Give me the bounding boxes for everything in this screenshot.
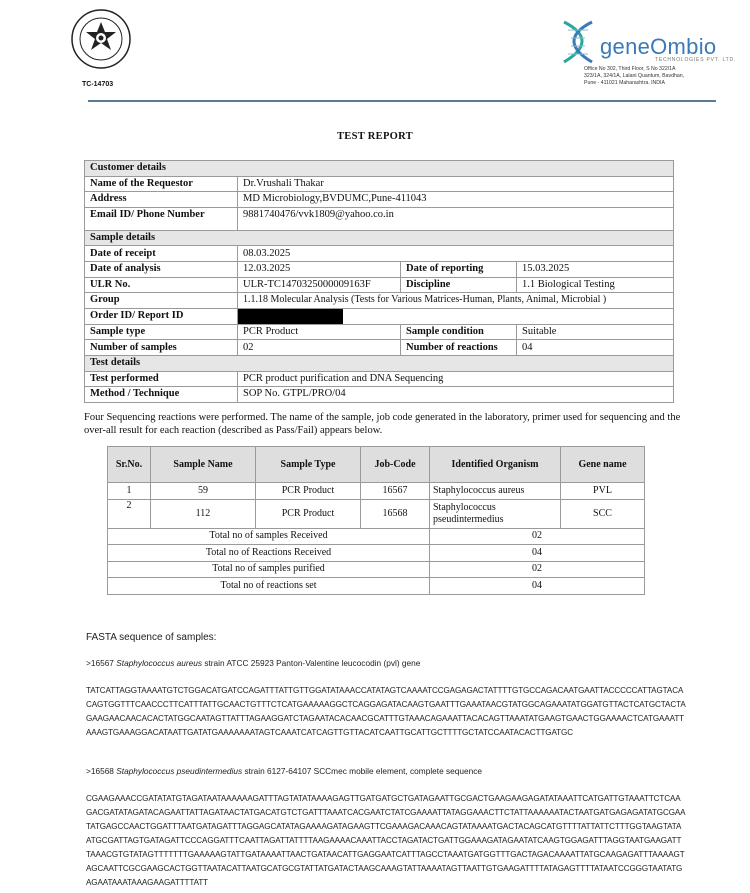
fasta-entry-header [86, 658, 420, 668]
column-header: Sample Name [151, 447, 256, 483]
column-header: Identified Organism [430, 447, 561, 483]
section-label: Customer details [85, 161, 674, 177]
accreditation-code: TC-14703 [82, 81, 114, 88]
table-row [85, 387, 674, 403]
cell: Staphylococcus pseudintermedius [430, 499, 561, 528]
column-header: Gene name [561, 447, 645, 483]
total-label: Total no of Reactions Received [108, 545, 430, 562]
fasta-heading: FASTA sequence of samples: [86, 632, 217, 643]
group-value: 1.1.18 Molecular Analysis (Tests for Various Matrices-Human, Plants, Animal, Microbial ) [238, 293, 674, 309]
table-row [108, 499, 645, 528]
table-row [85, 340, 674, 356]
table-row [85, 192, 674, 208]
analysis-date: 12.03.2025 [238, 261, 401, 277]
redaction-box [238, 309, 344, 324]
cell: 112 [151, 499, 256, 528]
totals-row [108, 561, 645, 578]
brand-tagline: TECHNOLOGIES PVT. LTD. [655, 57, 737, 63]
column-header: Sr.No. [108, 447, 151, 483]
cell: PCR Product [256, 483, 361, 500]
reaction-count-value: 04 [517, 340, 674, 356]
test-performed-value: PCR product purification and DNA Sequencing [238, 371, 674, 387]
fasta-entry-header [86, 766, 482, 776]
table-row [108, 483, 645, 500]
field-label: Discipline [401, 277, 517, 293]
fasta-sequence: CGAAGAAACCGATATATGTAGATAATAAAAAAGATTTAGTATATAAAAGAGTTGATGATGCTGATAGAATTGCGACTGAAGAAGAGATATAAATTCATGATTGTAAATTCTCAAGACGATATAGATACAGAATTATTAGATAACTATGACATGTCTGATTTAAATCACGAATCTATCGAAAATTATAGGAAACTTCTATTAAAAAATACTAATGATGAGAGATATGCGAATATGAGCCAACTGGATTTAATGATAGATTTAGGAGCATATAGAAAAGATAGAAGTTCGAAAGACAAACAGTATAAAATGACTACAGCATGTTTTATTATTCTTTGGTAAGTATAATGCGATTAGTGATAGATTCCCAGGATTTCAATTAGATTATTTTAAGAAAACAAATTACCTAGATACTGATTGGAAAGATAGAATATCAAGTGGAGATTTAGGTAATGAAGATTTAAACGTGTATAGTTTTTTTGAAAAAGTATTGATAAAATTAACTGATAACATTGAGGAATCATTTAGCCTAAATGATGGTTTGACTAGACAAAATTATGCAAGAGATTTAAAAGTAGCAATTCGCGAAGCACTGGTTAATACATTAATGCATGCGTATTATGATACTAAGCAAAGTATTAAAATAGTTAATTGTGAAGATTTTATAGAGTTTTATAATCCGGGTAATATGAGAATAAATAAAGAAGATTTTATT [86, 794, 686, 887]
sequence-description: strain ATCC 25923 Panton-Valentine leucocodin (pvl) gene [204, 658, 421, 668]
section-customer [85, 161, 674, 177]
table-row [85, 371, 674, 387]
sequence-id: >16567 [86, 658, 114, 668]
cell: PVL [561, 483, 645, 500]
field-label: Number of reactions [401, 340, 517, 356]
field-label: Date of receipt [85, 246, 238, 262]
header-rule [88, 100, 716, 102]
sample-type-value: PCR Product [238, 324, 401, 340]
field-label: Name of the Requestor [85, 176, 238, 192]
accreditation-seal-icon [70, 8, 132, 70]
sample-condition-value: Suitable [517, 324, 674, 340]
totals-row [108, 528, 645, 545]
field-label: Date of reporting [401, 261, 517, 277]
requestor-value: Dr.Vrushali Thakar [238, 176, 674, 192]
section-label: Sample details [85, 230, 674, 246]
field-label: Group [85, 293, 238, 309]
company-address [584, 66, 734, 87]
report-details-table [84, 160, 674, 403]
cell: SCC [561, 499, 645, 528]
cell: PCR Product [256, 499, 361, 528]
table-row [85, 277, 674, 293]
order-id-value [238, 308, 674, 324]
field-label: Sample type [85, 324, 238, 340]
sequence-id: >16568 [86, 766, 114, 776]
cell: Staphylococcus aureus [430, 483, 561, 500]
address-line: 323/1A, 324/1A, Lalani Quantum, Bavdhan, [584, 73, 685, 79]
discipline-value: 1.1 Biological Testing [517, 277, 674, 293]
column-header: Job-Code [361, 447, 430, 483]
intro-paragraph: Four Sequencing reactions were performed. The name of the sample, job code generated in the laboratory, primer used for sequencing and the over-all result for each reaction (described as Pass/Fail) appears below. [84, 412, 681, 437]
totals-row [108, 545, 645, 562]
report-title: TEST REPORT [337, 131, 413, 142]
cell: 59 [151, 483, 256, 500]
cell: 16567 [361, 483, 430, 500]
field-label: Number of samples [85, 340, 238, 356]
section-sample [85, 230, 674, 246]
letterhead [0, 0, 750, 104]
method-value: SOP No. GTPL/PRO/04 [238, 387, 674, 403]
receipt-date: 08.03.2025 [238, 246, 674, 262]
field-label: Date of analysis [85, 261, 238, 277]
ulr-value: ULR-TC1470325000009163F [238, 277, 401, 293]
cell: 1 [108, 483, 151, 500]
address-line: Office No 302, Third Floor, S No 322/1A [584, 66, 676, 72]
field-label: Email ID/ Phone Number [85, 207, 238, 230]
total-value: 04 [430, 545, 645, 562]
total-label: Total no of reactions set [108, 578, 430, 595]
organism-name: Staphylococcus pseudintermedius [116, 766, 243, 776]
sequence-description: strain 6127-64107 SCCmec mobile element, complete sequence [244, 766, 482, 776]
address-line: Pune - 411021 Maharashtra. INDIA [584, 80, 665, 86]
cell: 16568 [361, 499, 430, 528]
table-row [85, 293, 674, 309]
field-label: Order ID/ Report ID [85, 308, 238, 324]
address-value: MD Microbiology,BVDUMC,Pune-411043 [238, 192, 674, 208]
reporting-date: 15.03.2025 [517, 261, 674, 277]
results-table [107, 446, 645, 595]
table-row [85, 176, 674, 192]
table-row [85, 207, 674, 230]
cell: 2 [108, 499, 151, 528]
brand-name: geneOmbio [600, 34, 717, 59]
field-label: Address [85, 192, 238, 208]
field-label: Method / Technique [85, 387, 238, 403]
total-value: 02 [430, 561, 645, 578]
sample-count-value: 02 [238, 340, 401, 356]
results-header-row [108, 447, 645, 483]
field-label: Test performed [85, 371, 238, 387]
total-value: 04 [430, 578, 645, 595]
fasta-sequence: TATCATTAGGTAAAATGTCTGGACATGATCCAGATTTATTGTTGGATATAAACCATATAGTCAAAATCCGAGAGACTATTTTGTGCCAGACAATGAATTACCCCCATTAGTACACAGTGGTTTCAACCCTTCATTTATTGCAACTGTTTCTCATGAAAAAGGCTCAGGAGATACAAGTGAATTTGAAATAACGTATGGCAGAAATATGGATGTTACTCATGCTACTAGAAGAACAACACACTATGGCAATAGTTATTTAGAAGGATCTAGAATACACAACGCATTTGTAAACAGAAATTACACAGTTAAATATGAAGTGAACTGGAAAACTCATGAAATTAAAGTGAAAGGACATAATTGATATGAAAAAAATAGTCAAATCATCAGTTGTTACATCAATTGCATTGCTTTTGCTATCCAATACACTTGATGC [86, 686, 686, 737]
total-label: Total no of samples purified [108, 561, 430, 578]
table-row [85, 324, 674, 340]
field-label: Sample condition [401, 324, 517, 340]
section-test [85, 355, 674, 371]
contact-value: 9881740476/vvk1809@yahoo.co.in [238, 207, 674, 230]
organism-name: Staphylococcus aureus [116, 658, 203, 668]
field-label: ULR No. [85, 277, 238, 293]
total-label: Total no of samples Received [108, 528, 430, 545]
table-row [85, 246, 674, 262]
table-row [85, 261, 674, 277]
column-header: Sample Type [256, 447, 361, 483]
total-value: 02 [430, 528, 645, 545]
table-row [85, 308, 674, 324]
section-label: Test details [85, 355, 674, 371]
totals-row [108, 578, 645, 595]
